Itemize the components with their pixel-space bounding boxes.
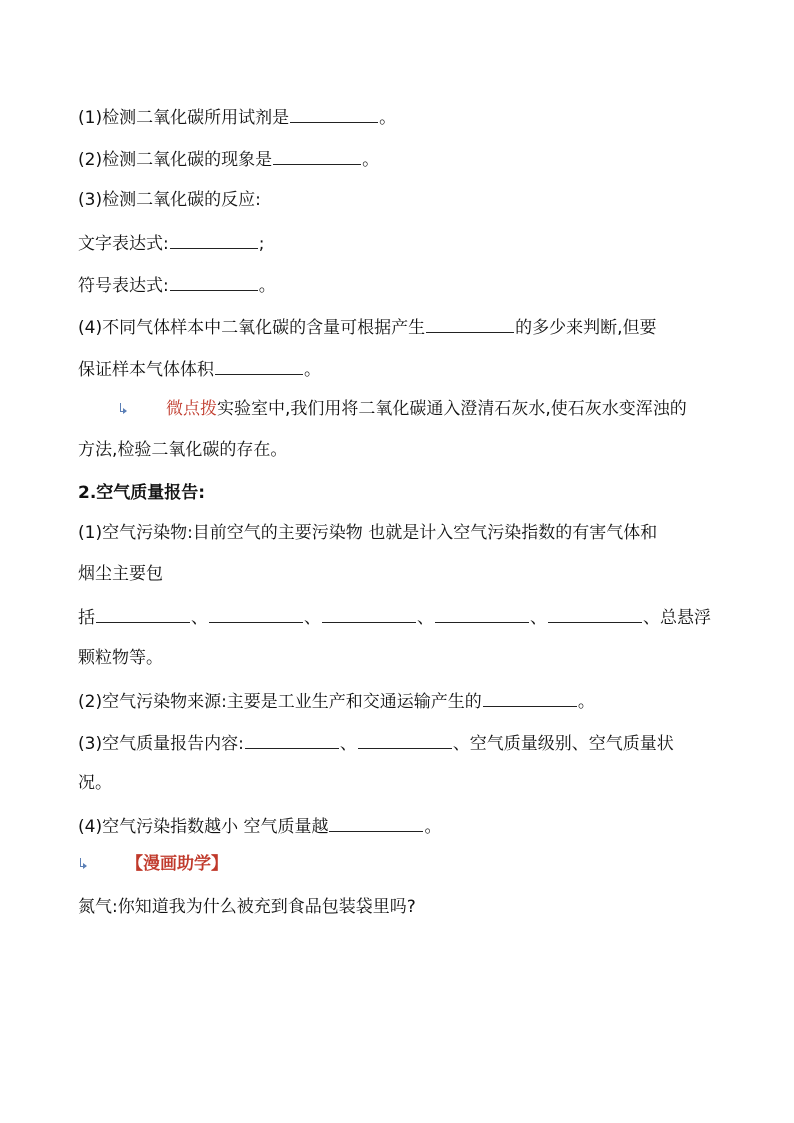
- tip-paragraph-continued: 方法,检验二氧化碳的存在。: [78, 440, 288, 460]
- answer-blank[interactable]: [96, 604, 190, 623]
- question-1: (1)检测二氧化碳所用试剂是 。: [78, 104, 396, 130]
- answer-blank[interactable]: [245, 730, 339, 749]
- answer-blank[interactable]: [435, 604, 529, 623]
- comic-dialogue: 氮气:你知道我为什么被充到食品包装袋里吗?: [78, 897, 416, 917]
- paragraph-1-continued: 烟尘主要包: [78, 564, 163, 584]
- question-4-continued: 保证样本气体体积 。: [78, 356, 321, 382]
- answer-blank[interactable]: [548, 604, 642, 623]
- paragraph-3-continued: 况。: [78, 773, 112, 793]
- comic-heading: 【漫画助学】: [78, 852, 228, 876]
- answer-blank[interactable]: [426, 314, 514, 333]
- pointer-icon: [78, 858, 88, 870]
- answer-blank[interactable]: [329, 813, 423, 832]
- paragraph-1: (1)空气污染物:目前空气的主要污染物 也就是计入空气污染指数的有害气体和: [78, 523, 658, 543]
- pollutants-line-continued: 颗粒物等。: [78, 648, 163, 668]
- text-expression: 文字表达式: ;: [78, 230, 264, 256]
- paragraph-4: (4)空气污染指数越小 空气质量越 。: [78, 813, 441, 839]
- section-title: 2.空气质量报告:: [78, 483, 206, 503]
- tip-paragraph: 微点拨实验室中,我们用将二氧化碳通入澄清石灰水,使石灰水变浑浊的: [118, 397, 687, 421]
- pollutants-line: 括 、 、 、 、 、总悬浮: [78, 604, 711, 630]
- symbol-expression: 符号表达式: 。: [78, 272, 276, 298]
- question-2: (2)检测二氧化碳的现象是 。: [78, 146, 379, 172]
- paragraph-3: (3)空气质量报告内容: 、 、空气质量级别、空气质量状: [78, 730, 674, 756]
- answer-blank[interactable]: [215, 356, 303, 375]
- answer-blank[interactable]: [170, 230, 258, 249]
- answer-blank[interactable]: [170, 272, 258, 291]
- paragraph-2: (2)空气污染物来源:主要是工业生产和交通运输产生的 。: [78, 688, 595, 714]
- answer-blank[interactable]: [273, 146, 361, 165]
- answer-blank[interactable]: [358, 730, 452, 749]
- answer-blank[interactable]: [290, 104, 378, 123]
- answer-blank[interactable]: [209, 604, 303, 623]
- question-4: (4)不同气体样本中二氧化碳的含量可根据产生 的多少来判断,但要: [78, 314, 657, 340]
- answer-blank[interactable]: [483, 688, 577, 707]
- question-3: (3)检测二氧化碳的反应:: [78, 190, 261, 210]
- pointer-icon: [118, 403, 128, 415]
- tip-label: 微点拨: [166, 399, 217, 419]
- answer-blank[interactable]: [322, 604, 416, 623]
